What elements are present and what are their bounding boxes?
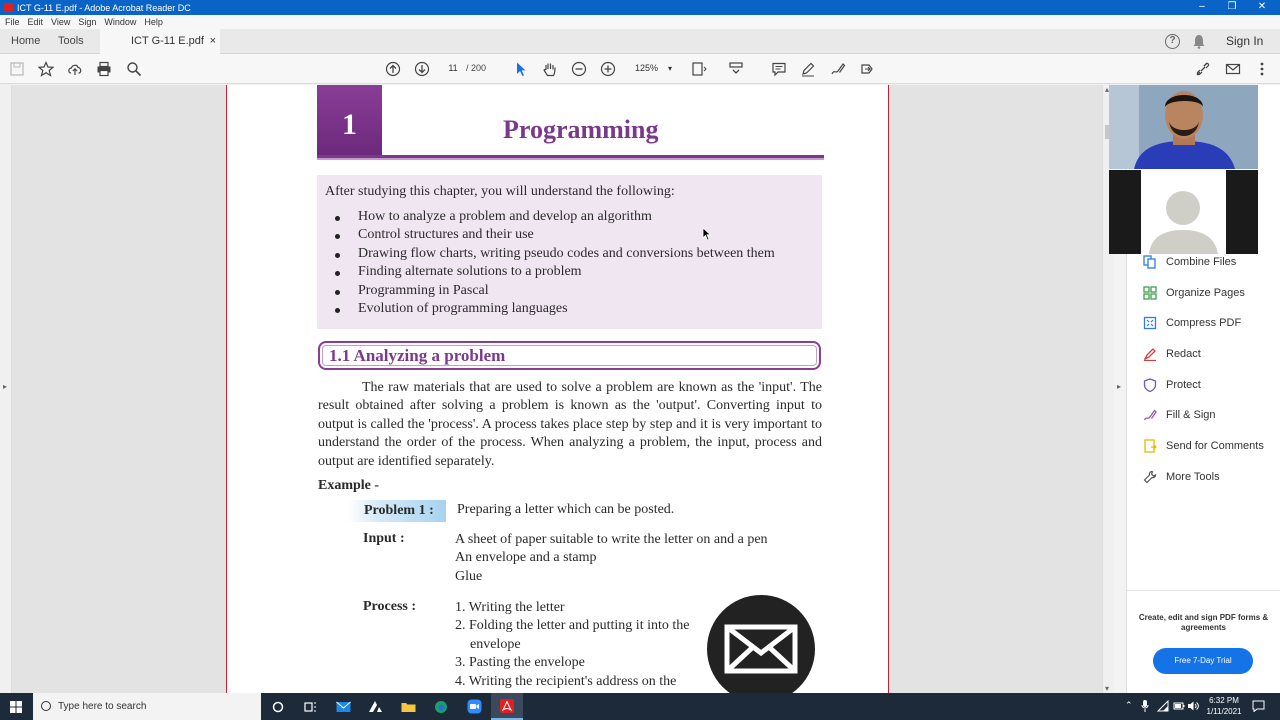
menu-edit[interactable]: Edit [27,17,44,27]
pdf-page [226,85,889,693]
link-icon[interactable] [1194,60,1212,78]
edge-browser-icon[interactable] [425,693,457,720]
mouse-cursor-icon [702,227,712,241]
zoom-app-icon[interactable] [458,693,490,720]
menu-view[interactable]: View [51,17,71,27]
minimize-button[interactable]: – [1199,1,1205,12]
windows-logo-icon [10,701,22,713]
search-icon [41,701,51,711]
scroll-mode-icon[interactable] [727,60,745,78]
process-step: 2. Folding the letter and putting it into the envelope [455,618,690,652]
start-button[interactable] [0,693,32,720]
chapter-divider [317,155,824,160]
objective-item: Drawing flow charts, writing pseudo codes and conversions between them [358,245,775,263]
tool-label: Send for Comments [1166,440,1264,452]
tool-label: Compress PDF [1166,317,1242,329]
tool-organize-pages[interactable] [1143,283,1245,303]
shield-icon [1143,378,1157,392]
input-lines [455,531,768,586]
input-line: An envelope and a stamp [455,550,597,566]
more-options-icon[interactable] [1253,60,1271,78]
menu-window[interactable]: Window [104,17,137,27]
tool-label: More Tools [1166,471,1220,483]
tool-label: Redact [1166,348,1201,360]
document-view[interactable] [12,85,1102,693]
close-window-button[interactable]: ✕ [1257,1,1267,12]
trial-promo [1127,590,1280,693]
file-explorer-icon[interactable] [392,693,424,720]
acrobat-taskbar-icon[interactable] [491,693,523,720]
process-step: 1. Writing the letter [455,600,565,615]
tool-label: Fill & Sign [1166,409,1216,421]
objective-item: Evolution of programming languages [358,300,775,318]
save-icon[interactable] [8,60,26,78]
zoom-level-dropdown[interactable]: 125% ▾ [629,60,677,77]
process-label: Process : [363,599,416,614]
page-total: / 200 [466,63,487,73]
process-lines [455,599,715,691]
tool-fill-sign[interactable] [1143,405,1216,425]
objective-item: How to analyze a problem and develop an algorithm [358,208,775,226]
volume-icon[interactable] [1187,700,1199,712]
tool-label: Protect [1166,379,1201,391]
tray-chevron-icon[interactable]: ⌃ [1125,700,1133,710]
zoom-out-icon[interactable] [570,60,588,78]
notification-center-icon[interactable] [1252,700,1265,712]
process-step: 4. Writing the recipient's address on the [455,673,677,689]
avatar-placeholder-icon [1141,170,1226,254]
collapse-right-panel-icon[interactable]: ▸ [1117,382,1122,391]
clock-time: 6:32 PM [1209,696,1239,705]
input-line: A sheet of paper suitable to write the letter on and a pen [455,532,768,547]
tool-label: Combine Files [1166,256,1237,268]
objective-item: Finding alternate solutions to a problem [358,263,775,281]
next-page-icon[interactable] [413,60,431,78]
expand-left-panel-icon[interactable]: ▸ [3,382,8,391]
tool-more-tools[interactable] [1143,467,1220,487]
menu-file[interactable]: File [5,17,20,27]
section-heading: 1.1 Analyzing a problem [329,346,506,365]
system-clock[interactable] [1200,695,1248,717]
chapter-title: Programming [503,115,659,144]
tool-label: Organize Pages [1166,287,1245,299]
left-nav-rail[interactable] [0,85,12,693]
tab-document[interactable] [100,29,220,54]
free-trial-button[interactable]: Free 7-Day Trial [1153,648,1253,674]
scroll-up-icon[interactable]: ▴ [1105,85,1110,94]
cortana-icon[interactable] [262,693,294,720]
window-title: ICT G-11 E.pdf - Adobe Acrobat Reader DC [17,2,191,13]
comment-icon[interactable] [770,60,788,78]
webcam-presenter [1109,85,1258,169]
tab-home[interactable]: Home [11,35,41,47]
tool-protect[interactable] [1143,375,1201,395]
scroll-down-icon[interactable]: ▾ [1105,684,1110,693]
tab-close-icon[interactable]: × [209,35,216,47]
windows-taskbar [0,693,1280,720]
process-step: 3. Pasting the envelope [455,655,585,671]
objective-item: Control structures and their use [358,226,775,244]
promo-text: Create, edit and sign PDF forms & agreements [1138,613,1269,632]
find-zoom-icon[interactable] [125,60,143,78]
body-paragraph [318,379,822,471]
bookmark-star-icon[interactable] [37,60,55,78]
print-icon[interactable] [95,60,113,78]
zoom-in-icon[interactable] [599,60,617,78]
redact-icon [1143,347,1157,361]
problem-text: Preparing a letter which can be posted. [457,502,675,517]
organize-pages-icon [1143,286,1157,300]
menu-bar [0,15,1280,29]
email-icon[interactable] [1224,60,1242,78]
tab-bar [0,29,1280,54]
mail-app-icon[interactable] [327,693,359,720]
webcam-participant [1109,170,1258,254]
chapter-number: 1 [317,85,382,155]
tool-compress-pdf[interactable] [1143,313,1241,333]
objectives-list [358,208,775,318]
combine-files-icon [1143,255,1157,269]
title-bar [0,0,1280,15]
help-icon[interactable]: ? [1165,34,1180,49]
problem-label: Problem 1 : [348,500,446,522]
page-fit-icon[interactable] [690,60,708,78]
network-icon[interactable] [1157,700,1169,712]
wrench-icon [1143,470,1157,484]
body-paragraph-text: The raw materials that are used to solve a problem are known as the 'input'. The result obtained after solving a problem is known as the 'output'. Converting input to output is called the 'process'. A process takes place step by step and it is very important to understand the order of the process. When analyzing a problem, the input, process and output are identified separately. [318,380,822,469]
maximize-button[interactable]: ❐ [1227,1,1237,12]
tool-send-for-comments[interactable] [1143,436,1264,456]
send-comments-icon [1143,439,1157,453]
chapter-objectives-box [317,175,822,329]
compress-pdf-icon [1143,316,1157,330]
battery-icon[interactable] [1173,700,1185,712]
acrobat-app-icon [4,3,13,12]
example-label: Example - [318,478,380,493]
share-icon[interactable] [858,60,876,78]
fill-sign-pen-icon [1143,408,1157,422]
input-label: Input : [363,531,405,546]
select-cursor-icon[interactable] [512,60,530,78]
envelope-icon [707,595,816,693]
tab-tools[interactable]: Tools [58,35,84,47]
sign-pen-icon[interactable] [829,60,847,78]
hand-tool-icon[interactable] [541,60,559,78]
menu-sign[interactable]: Sign [78,17,97,27]
menu-help[interactable]: Help [144,17,163,27]
objective-item: Programming in Pascal [358,282,775,300]
task-view-icon[interactable] [294,693,326,720]
notification-bell-icon[interactable] [1192,34,1206,49]
clock-date: 1/11/2021 [1206,707,1242,716]
sign-in-link[interactable]: Sign In [1226,34,1264,48]
highlight-pen-icon[interactable] [799,60,817,78]
microphone-icon[interactable] [1141,700,1149,712]
objectives-intro: After studying this chapter, you will understand the following: [325,184,675,199]
page-number-input[interactable]: 11 [448,63,458,73]
upload-cloud-icon[interactable] [66,60,84,78]
previous-page-icon[interactable] [384,60,402,78]
drawing-app-icon[interactable] [359,693,391,720]
tool-redact[interactable] [1143,344,1201,364]
taskbar-search-placeholder: Type here to search [58,701,147,712]
input-line: Glue [455,568,483,584]
taskbar-search[interactable] [33,693,261,720]
tab-document-label: ICT G-11 E.pdf [131,35,204,47]
section-heading-box [318,341,821,370]
tool-combine-files[interactable] [1143,252,1236,272]
